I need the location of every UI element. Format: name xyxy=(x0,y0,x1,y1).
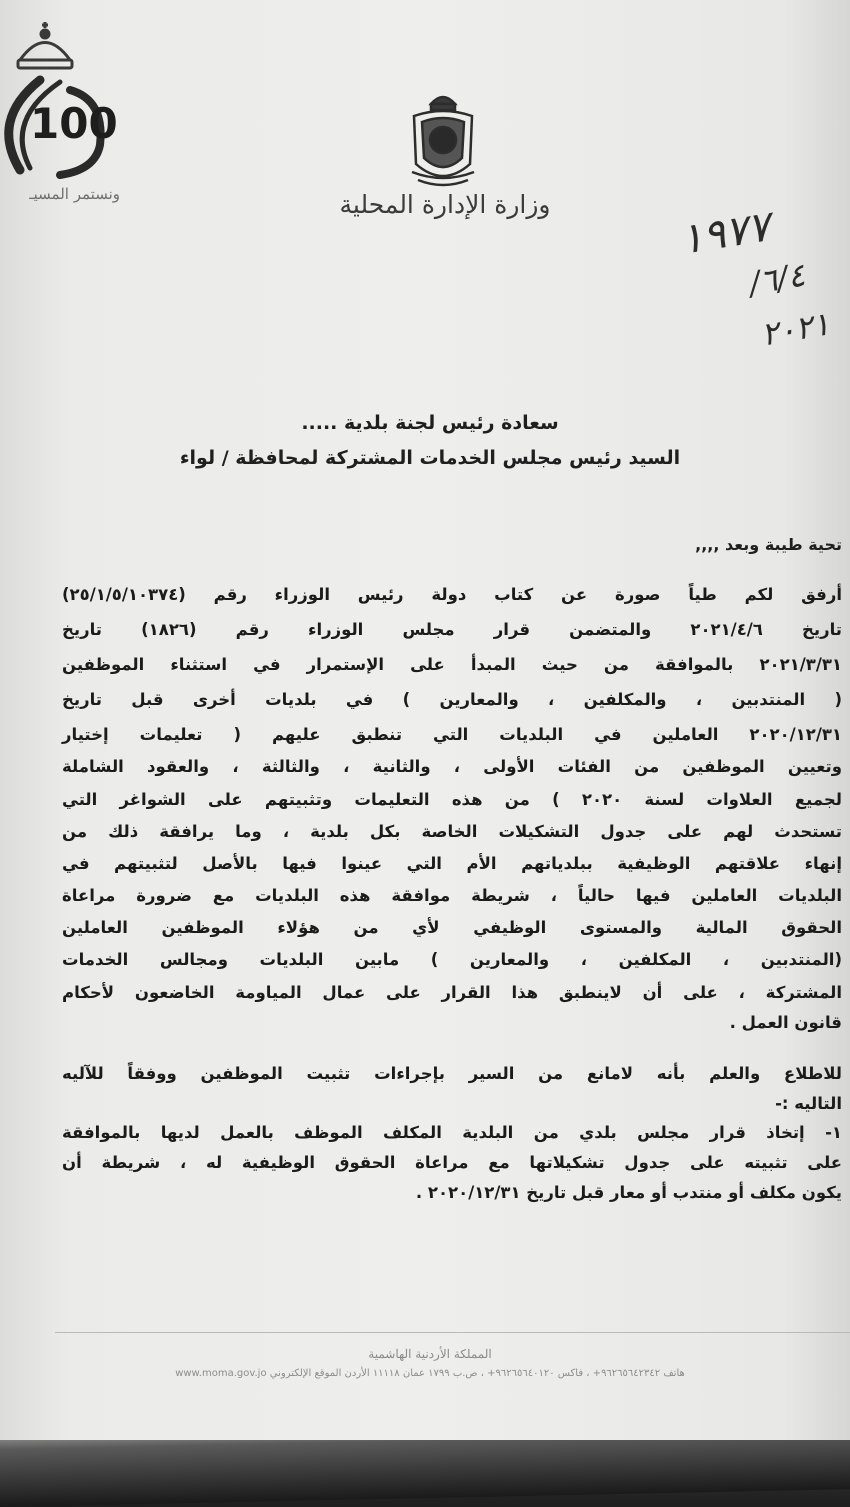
body-line: لجميع العلاوات لسنة ٢٠٢٠ ) من هذه التعليمات وتثبيتهم على الشواغر التي xyxy=(62,790,842,809)
body-line: (المنتدبين ، المكلفين ، والمعارين ) مابين البلديات ومجالس الخدمات xyxy=(62,950,842,969)
footer-divider xyxy=(55,1332,850,1333)
body-line: ( المنتدبين ، والمكلفين ، والمعارين ) في بلديات أخرى قبل تاريخ xyxy=(62,690,842,709)
body-line: تاريخ ٢٠٢١/٤/٦ والمتضمن قرار مجلس الوزراء رقم (١٨٢٦) تاريخ xyxy=(62,620,842,639)
handwritten-date-part: ٦/٤/ xyxy=(746,255,808,303)
procedure-item: على تثبيته على جدول تشكيلاتها مع مراعاة الحقوق الوظيفية له ، شريطة أن xyxy=(62,1153,842,1172)
jordan-crest xyxy=(404,92,482,192)
body-line: وتعيين الموظفين من الفئات الأولى ، والثانية ، والثالثة ، والعقود الشاملة xyxy=(62,757,842,776)
body-line: قانون العمل . xyxy=(729,1013,842,1032)
procedure-item: يكون مكلف أو منتدب أو معار قبل تاريخ ٢٠٢٠/١٢/٣١ . xyxy=(415,1183,842,1202)
centenary-caption: ونستمر المسيـ xyxy=(29,185,120,203)
addressee-line-1: سعادة رئيس لجنة بلدية ..... xyxy=(301,412,559,434)
ministry-name: وزارة الإدارة المحلية xyxy=(339,190,551,219)
body-line: للاطلاع والعلم بأنه لامانع من السير بإجراءات تثبيت الموظفين ووفقاً للآليه xyxy=(62,1064,842,1083)
greeting: تحية طيبة وبعد ,,,, xyxy=(695,535,842,554)
body-line: البلديات العاملين فيها حالياً ، شريطة موافقة هذه البلديات مع ضرورة مراعاة xyxy=(62,886,842,905)
handwritten-year: ٢٠٢١ xyxy=(758,304,833,354)
centenary-number: 100 xyxy=(30,99,118,148)
handwritten-number: ١٩٧٧ xyxy=(676,201,774,264)
body-line: التاليه :- xyxy=(775,1094,842,1113)
body-line: ٢٠٢١/٣/٣١ بالموافقة من حيث المبدأ على الإستمرار في استثناء الموظفين xyxy=(62,655,842,674)
footer-kingdom: المملكة الأردنية الهاشمية xyxy=(368,1347,492,1361)
footer-contact: هاتف ٩٦٢٦٥٦٤٢٣٤٢+ ، فاكس ٩٦٢٦٥٦٤٠١٢٠+ ، ص.ب ١٧٩٩ عمان ١١١١٨ الأردن الموقع الإلكتروني www.moma.gov.jo xyxy=(175,1368,685,1379)
body-line: أرفق لكم طياً صورة عن كتاب دولة رئيس الوزراء رقم (٢٥/١/٥/١٠٣٧٤) xyxy=(62,585,842,604)
handwritten-reference xyxy=(600,190,850,370)
body-line: إنهاء علاقتهم الوظيفية ببلدياتهم الأم التي عينوا فيها بالأصل لتثبيتهم في xyxy=(62,854,842,873)
body-line: الحقوق المالية والمستوى الوظيفي لأي من هؤلاء الموظفين العاملين xyxy=(62,918,842,937)
body-line: ٢٠٢٠/١٢/٣١ العاملين في البلديات التي تنطبق عليهم ( تعليمات إختيار xyxy=(62,725,842,744)
body-line: تستحدث لهم على جدول التشكيلات الخاصة بكل بلدية ، وما يرافقة ذلك من xyxy=(62,822,842,841)
centenary-emblem-icon xyxy=(0,20,130,190)
addressee-line-2: السيد رئيس مجلس الخدمات المشتركة لمحافظة / لواء xyxy=(179,447,681,469)
coat-of-arms-icon xyxy=(404,92,482,192)
body-line: المشتركة ، على أن لاينطبق هذا القرار على عمال المياومة الخاضعون لأحكام xyxy=(62,983,842,1002)
procedure-item: ١- إتخاذ قرار مجلس بلدي من البلدية المكلف الموظف بالعمل لديها بالموافقة xyxy=(62,1123,842,1142)
